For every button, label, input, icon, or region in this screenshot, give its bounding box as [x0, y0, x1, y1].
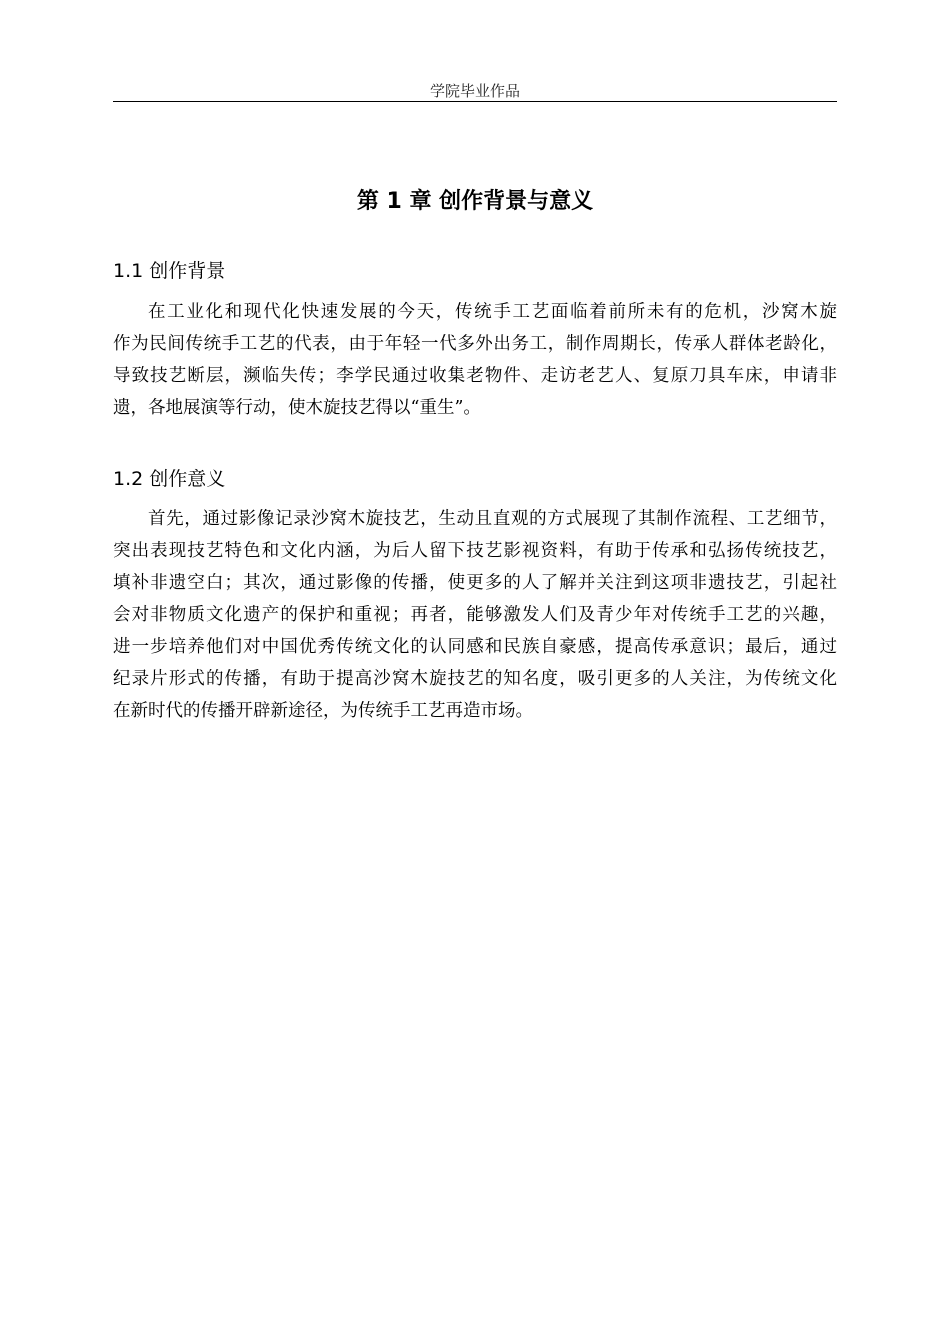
paragraph-significance — [113, 503, 837, 727]
text-line: 在工业化和现代化快速发展的今天，传统手工艺面临着前所未有的危机，沙窝木旋 — [148, 302, 837, 322]
text-line: 进一步培养他们对中国优秀传统文化的认同感和民族自豪感，提高传承意识；最后，通过 — [113, 637, 837, 657]
chapter-title: 第 1 章 创作背景与意义 — [356, 189, 594, 214]
text-line: 导致技艺断层，濒临失传；李学民通过收集老物件、走访老艺人、复原刀具车床，申请非 — [113, 366, 837, 386]
header-divider — [113, 101, 837, 102]
section-heading-1-1: 1.1 创作背景 — [113, 260, 226, 282]
text-line: 填补非遗空白；其次，通过影像的传播，使更多的人了解并关注到这项非遗技艺，引起社 — [113, 573, 837, 593]
text-line: 首先，通过影像记录沙窝木旋技艺，生动且直观的方式展现了其制作流程、工艺细节， — [148, 509, 837, 529]
text-line: 遗，各地展演等行动，使木旋技艺得以“重生”。 — [113, 398, 481, 418]
text-line: 在新时代的传播开辟新途径，为传统手工艺再造市场。 — [113, 701, 533, 721]
text-line: 突出表现技艺特色和文化内涵，为后人留下技艺影视资料，有助于传承和弘扬传统技艺， — [113, 541, 837, 561]
text-line: 会对非物质文化遗产的保护和重视；再者，能够激发人们及青少年对传统手工艺的兴趣， — [113, 605, 837, 625]
running-header: 学院毕业作品 — [429, 82, 520, 100]
section-heading-1-2: 1.2 创作意义 — [113, 468, 226, 490]
text-line: 纪录片形式的传播，有助于提高沙窝木旋技艺的知名度，吸引更多的人关注，为传统文化 — [113, 669, 837, 689]
paragraph-background — [113, 296, 837, 424]
text-line: 作为民间传统手工艺的代表，由于年轻一代多外出务工，制作周期长，传承人群体老龄化， — [113, 334, 837, 354]
